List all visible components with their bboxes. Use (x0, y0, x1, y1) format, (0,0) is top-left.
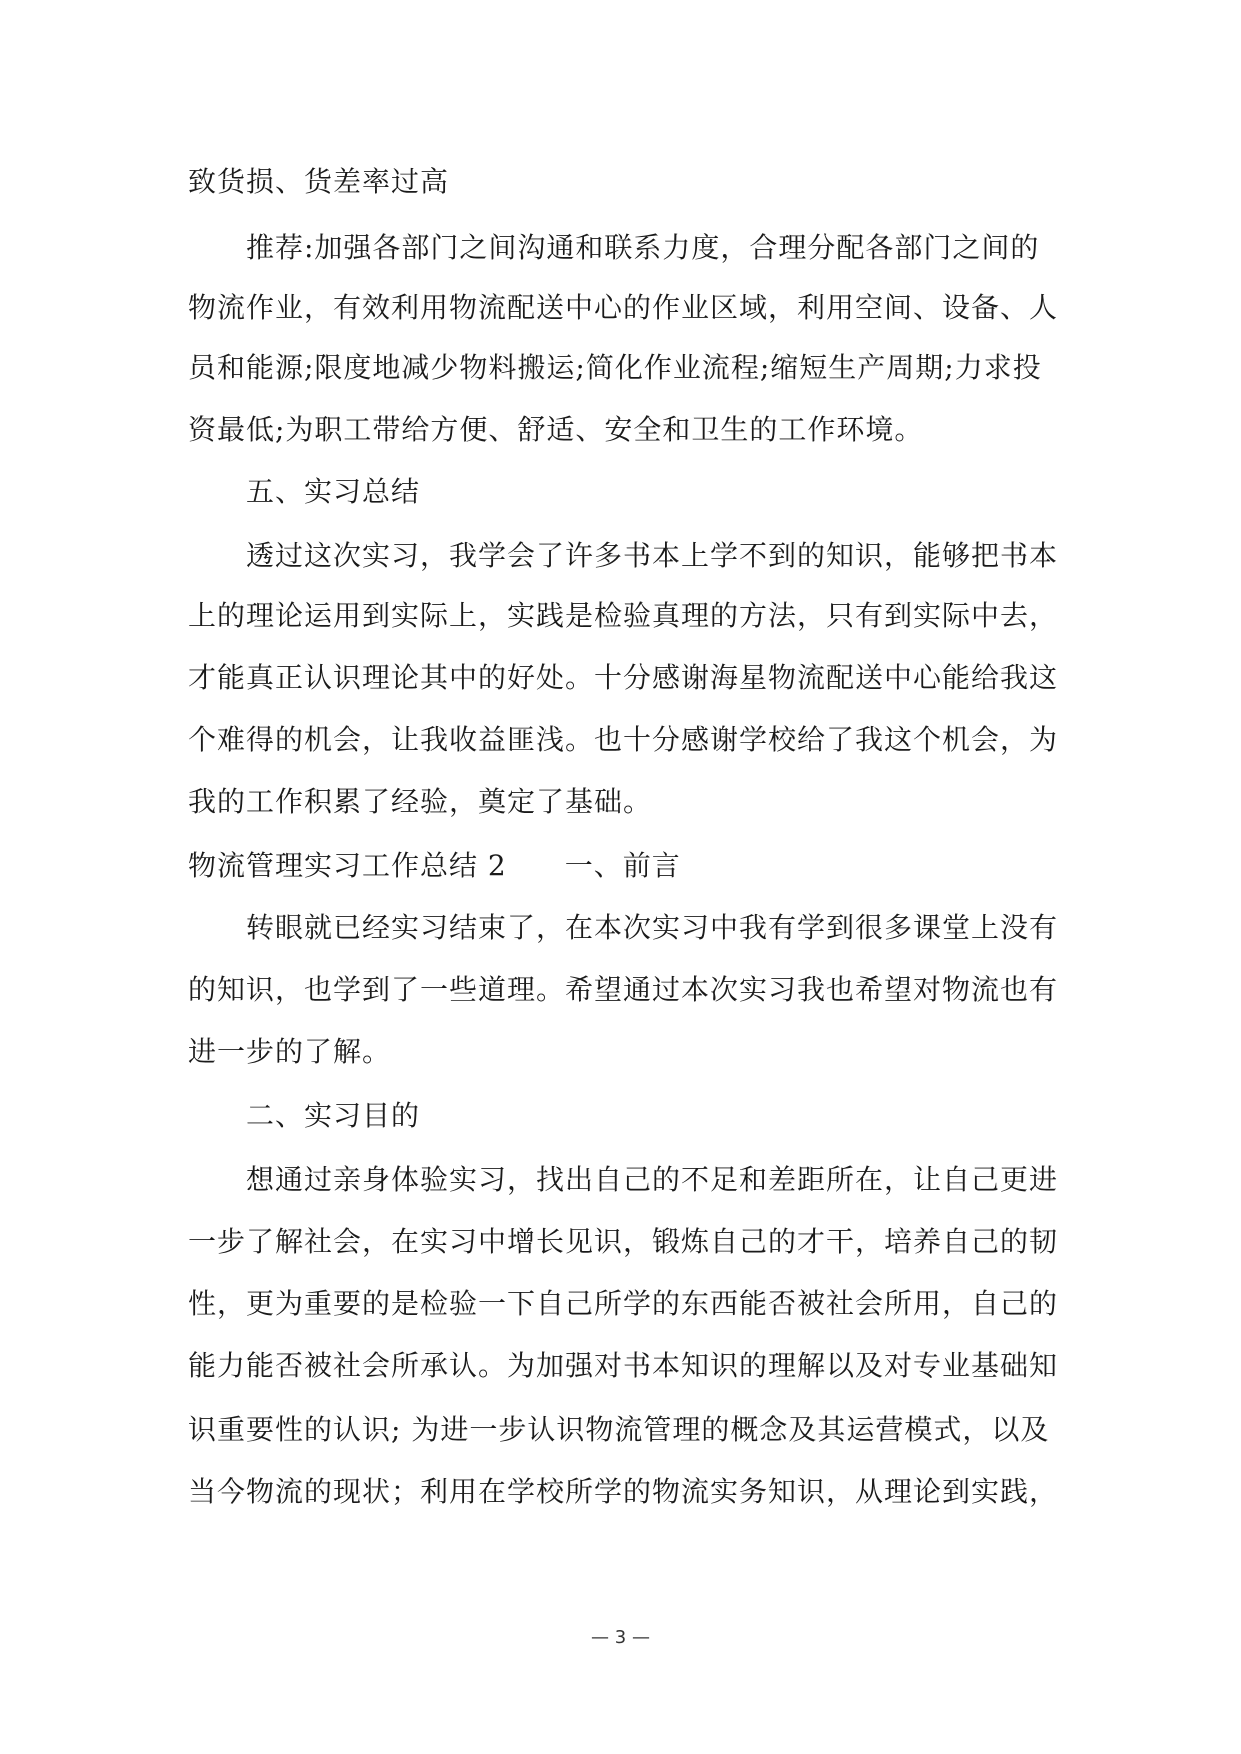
body-line: 员和能源;限度地减少物料搬运;简化作业流程;缩短生产周期;力求投 (188, 351, 1042, 384)
body-line: 当今物流的现状；利用在学校所学的物流实务知识，从理论到实践， (188, 1475, 1059, 1508)
body-line: 我的工作积累了经验，奠定了基础。 (188, 785, 653, 818)
document-title-line: 物流管理实习工作总结 2 一、前言 (188, 849, 681, 882)
section-heading: 二、实习目的 (246, 1099, 421, 1132)
page-number: — 3 — (591, 1627, 650, 1648)
body-line: 上的理论运用到实际上，实践是检验真理的方法，只有到实际中去， (188, 599, 1059, 632)
body-line: 性，更为重要的是检验一下自己所学的东西能否被社会所用，自己的 (188, 1287, 1059, 1320)
body-line: 一步了解社会，在实习中增长见识，锻炼自己的才干，培养自己的韧 (188, 1225, 1059, 1258)
body-line: 个难得的机会，让我收益匪浅。也十分感谢学校给了我这个机会，为 (188, 723, 1059, 756)
body-line: 能力能否被社会所承认。为加强对书本知识的理解以及对专业基础知 (188, 1349, 1059, 1382)
paragraph-first-line: 推荐:加强各部门之间沟通和联系力度，合理分配各部门之间的 (246, 231, 1040, 264)
body-line: 物流作业，有效利用物流配送中心的作业区域，利用空间、设备、人 (188, 291, 1059, 324)
body-line: 致货损、货差率过高 (188, 165, 450, 198)
body-line: 才能真正认识理论其中的好处。十分感谢海星物流配送中心能给我这 (188, 661, 1059, 694)
paragraph-first-line: 想通过亲身体验实习，找出自己的不足和差距所在，让自己更进 (246, 1163, 1059, 1196)
body-line: 资最低;为职工带给方便、舒适、安全和卫生的工作环境。 (188, 413, 924, 446)
paragraph-first-line: 透过这次实习，我学会了许多书本上学不到的知识，能够把书本 (246, 539, 1059, 572)
body-line: 识重要性的认识; 为进一步认识物流管理的概念及其运营模式，以及 (188, 1413, 1050, 1446)
paragraph-first-line: 转眼就已经实习结束了，在本次实习中我有学到很多课堂上没有 (246, 911, 1059, 944)
body-line: 的知识，也学到了一些道理。希望通过本次实习我也希望对物流也有 (188, 973, 1059, 1006)
section-heading: 五、实习总结 (246, 475, 421, 508)
body-line: 进一步的了解。 (188, 1035, 392, 1068)
